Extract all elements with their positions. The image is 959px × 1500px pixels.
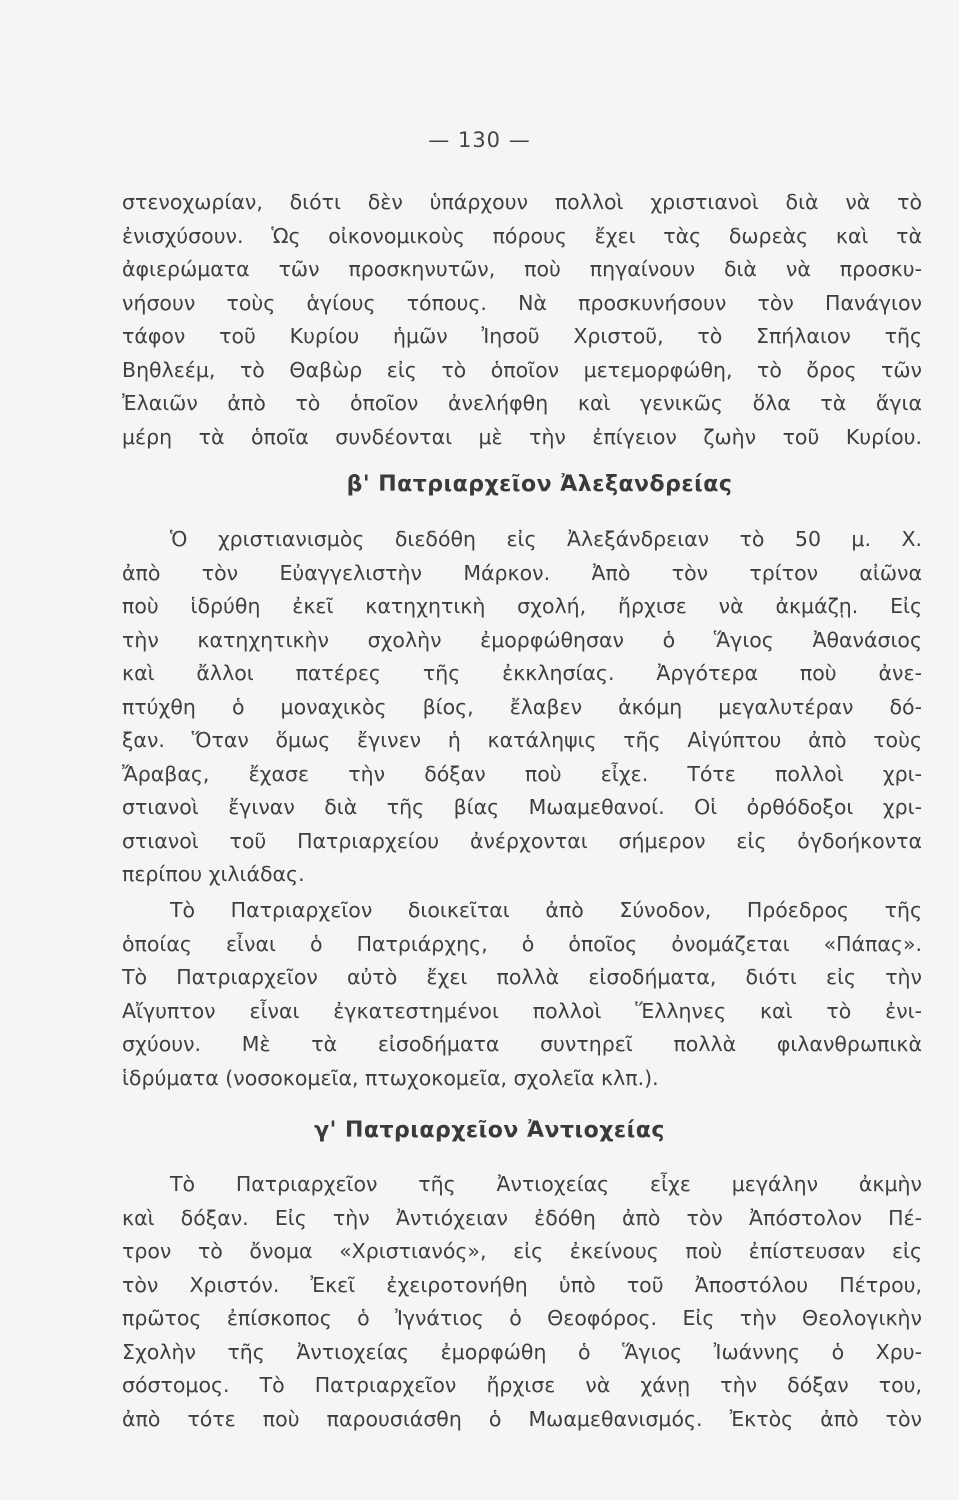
section-heading-antioch: γ' Πατριαρχεῖον Ἀντιοχείας (314, 1118, 665, 1143)
page-number: — 130 — (428, 128, 531, 152)
text-line: νήσουν τοὺς ἁγίους τόπους. Νὰ προσκυνήσουν τὸν Πανάγιον (122, 290, 922, 315)
text-line: Σχολὴν τῆς Ἀντιοχείας ἐμορφώθη ὁ Ἅγιος Ἰωάννης ὁ Χρυ- (122, 1339, 922, 1364)
text-line: ἱδρύματα (νοσοκομεῖα, πτωχοκομεῖα, σχολεῖα κλπ.). (122, 1065, 659, 1090)
text-line: μέρη τὰ ὁποῖα συνδέονται μὲ τὴν ἐπίγειον ζωὴν τοῦ Κυρίου. (122, 424, 922, 449)
text-line: ὁποίας εἶναι ὁ Πατριάρχης, ὁ ὁποῖος ὀνομάζεται «Πάπας». (122, 931, 922, 956)
text-line: Ἄραβας, ἔχασε τὴν δόξαν ποὺ εἶχε. Τότε πολλοὶ χρι- (122, 761, 922, 786)
text-line: ἐνισχύσουν. Ὡς οἰκονομικοὺς πόρους ἔχει τὰς δωρεὰς καὶ τὰ (122, 223, 922, 248)
text-line: στιανοὶ τοῦ Πατριαρχείου ἀνέρχονται σήμερον εἰς ὀγδοήκοντα (122, 828, 922, 853)
text-line: καὶ ἄλλοι πατέρες τῆς ἐκκλησίας. Ἀργότερα ποὺ ἀνε- (122, 661, 922, 685)
paragraph-alexandria-administration (122, 894, 922, 1095)
text-line: Βηθλεέμ, τὸ Θαβὼρ εἰς τὸ ὁποῖον μετεμορφώθη, τὸ ὄρος τῶν (122, 357, 922, 382)
text-line: Τὸ Πατριαρχεῖον αὐτὸ ἔχει πολλὰ εἰσοδήματα, διότι εἰς τὴν (122, 965, 922, 989)
text-line: ποὺ ἱδρύθη ἐκεῖ κατηχητικὴ σχολή, ἤρχισε νὰ ἀκμάζῃ. Εἰς (122, 594, 922, 618)
text-line: Ὁ χριστιανισμὸς διεδόθη εἰς Ἀλεξάνδρειαν τὸ 50 μ. Χ. (170, 527, 922, 551)
paragraph-alexandria-history (122, 523, 922, 892)
text-line: πρῶτος ἐπίσκοπος ὁ Ἰγνάτιος ὁ Θεοφόρος. Εἰς τὴν Θεολογικὴν (122, 1306, 922, 1330)
text-line: καὶ δόξαν. Εἰς τὴν Ἀντιόχειαν ἐδόθη ἀπὸ τὸν Ἀπόστολον Πέ- (122, 1205, 922, 1230)
text-line: ἀπὸ τὸν Εὐαγγελιστὴν Μάρκον. Ἀπὸ τὸν τρίτον αἰῶνα (122, 560, 922, 585)
text-line: ξαν. Ὅταν ὅμως ἔγινεν ἡ κατάληψις τῆς Αἰγύπτου ἀπὸ τοὺς (122, 728, 922, 752)
text-line: τὴν κατηχητικὴν σχολὴν ἐμορφώθησαν ὁ Ἅγιος Ἀθανάσιος (122, 627, 922, 652)
paragraph-jerusalem-continuation (122, 186, 922, 454)
text-line: τάφον τοῦ Κυρίου ἡμῶν Ἰησοῦ Χριστοῦ, τὸ Σπήλαιον τῆς (122, 324, 922, 348)
text-line: σόστομος. Τὸ Πατριαρχεῖον ἤρχισε νὰ χάνῃ τὴν δόξαν του, (122, 1373, 922, 1397)
text-line: τὸν Χριστόν. Ἐκεῖ ἐχειροτονήθη ὑπὸ τοῦ Ἀποστόλου Πέτρου, (122, 1272, 922, 1297)
text-line: ἀπὸ τότε ποὺ παρουσιάσθη ὁ Μωαμεθανισμός. Ἐκτὸς ἀπὸ τὸν (122, 1406, 922, 1431)
text-line: Ἐλαιῶν ἀπὸ τὸ ὁποῖον ἀνελήφθη καὶ γενικῶς ὅλα τὰ ἅγια (122, 391, 922, 415)
text-line: στενοχωρίαν, διότι δὲν ὑπάρχουν πολλοὶ χριστιανοὶ διὰ νὰ τὸ (122, 190, 922, 214)
text-line: Τὸ Πατριαρχεῖον διοικεῖται ἀπὸ Σύνοδον, Πρόεδρος τῆς (170, 898, 922, 922)
text-line: ἀφιερώματα τῶν προσκηνυτῶν, ποὺ πηγαίνουν διὰ νὰ προσκυ- (122, 257, 922, 281)
text-line: περίπου χιλιάδας. (122, 862, 305, 886)
text-line: πτύχθη ὁ μοναχικὸς βίος, ἔλαβεν ἀκόμη μεγαλυτέραν δό- (122, 694, 922, 719)
text-line: Αἴγυπτον εἶναι ἐγκατεστημένοι πολλοὶ Ἕλληνες καὶ τὸ ἐνι- (122, 998, 922, 1023)
section-heading-alexandria: β' Πατριαρχεῖον Ἀλεξανδρείας (346, 472, 733, 497)
text-line: σχύουν. Μὲ τὰ εἰσοδήματα συντηρεῖ πολλὰ φιλανθρωπικὰ (122, 1032, 922, 1056)
text-line: στιανοὶ ἔγιναν διὰ τῆς βίας Μωαμεθανοί. Οἱ ὀρθόδοξοι χρι- (122, 795, 922, 819)
text-line: Τὸ Πατριαρχεῖον τῆς Ἀντιοχείας εἶχε μεγάλην ἀκμὴν (170, 1172, 922, 1196)
text-line: τρον τὸ ὄνομα «Χριστιανός», εἰς ἐκείνους ποὺ ἐπίστευσαν εἰς (122, 1239, 922, 1263)
paragraph-antioch-history (122, 1168, 922, 1436)
